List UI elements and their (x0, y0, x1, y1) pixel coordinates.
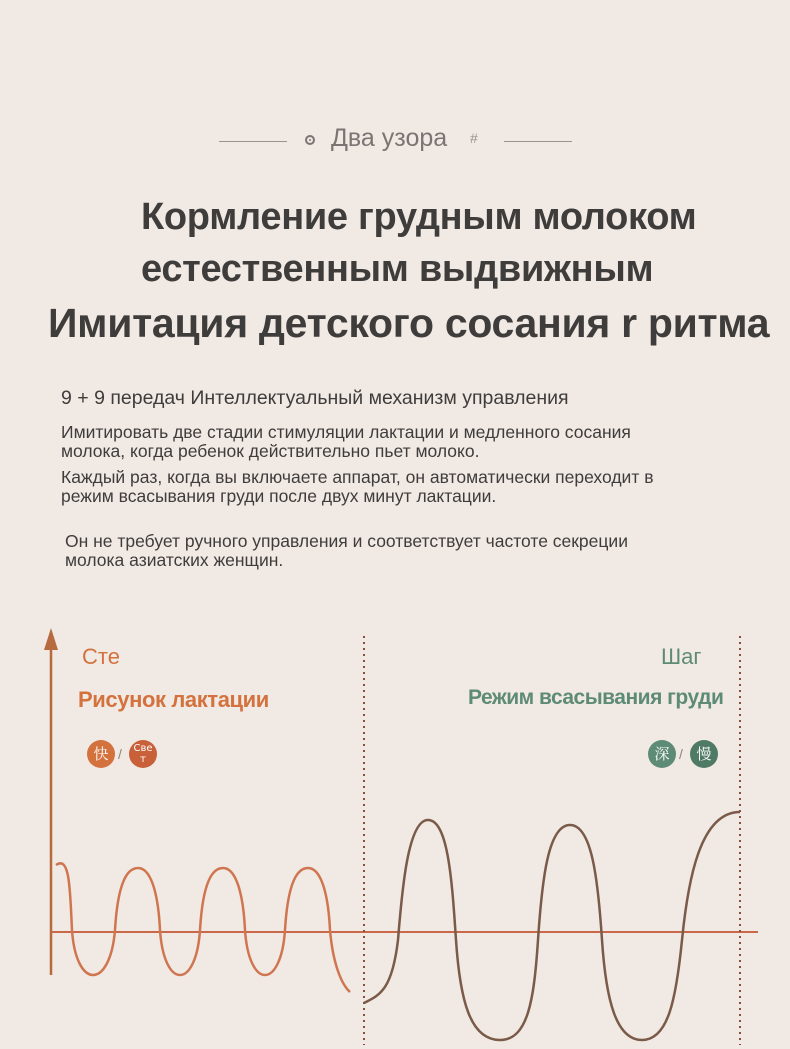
header-divider-right (504, 141, 572, 142)
body-paragraph-1 (61, 423, 631, 461)
slow-badge: 慢 (690, 740, 718, 768)
title-line-2: естественным выдвижным (141, 248, 654, 290)
target-dot-icon (305, 135, 315, 145)
lactation-wave (56, 863, 350, 992)
badge-separator-right: / (679, 746, 683, 762)
suction-mode-label: Режим всасывания груди (468, 686, 724, 709)
light-badge: Све т (129, 740, 157, 768)
lactation-mode-label: Рисунок лактации (78, 687, 269, 712)
deep-badge: 深 (648, 740, 676, 768)
body-paragraph-3-line-2: молока азиатских женщин. (65, 550, 284, 570)
body-paragraph-2-line-2: режим всасывания груди после двух минут лактации. (61, 486, 497, 506)
badge-separator-left: / (118, 746, 122, 762)
body-paragraph-2 (61, 468, 654, 506)
body-paragraph-3-line-1: Он не требует ручного управления и соответствует частоте секреции (65, 531, 628, 551)
header-hash: # (470, 130, 478, 146)
header-label: Два узора (331, 124, 448, 152)
y-axis-arrow-icon (44, 628, 58, 650)
body-paragraph-1-line-2: молока, когда ребенок действительно пьет молоко. (61, 441, 480, 461)
title-line-1: Кормление грудным молоком (141, 196, 697, 238)
title-line-3: Имитация детского сосания r ритма (48, 300, 770, 346)
body-paragraph-2-line-1: Каждый раз, когда вы включаете аппарат, он автоматически переходит в (61, 467, 654, 487)
suction-wave (364, 812, 740, 1040)
header-divider-left (219, 141, 287, 142)
body-heading: 9 + 9 передач Интеллектуальный механизм управления (61, 387, 569, 409)
body-paragraph-3 (65, 532, 628, 570)
body-paragraph-1-line-1: Имитировать две стадии стимуляции лактации и медленного сосания (61, 422, 631, 442)
fast-badge: 快 (87, 740, 115, 768)
lactation-stage-label: Сте (82, 644, 120, 669)
suction-stage-label: Шаг (661, 644, 702, 669)
